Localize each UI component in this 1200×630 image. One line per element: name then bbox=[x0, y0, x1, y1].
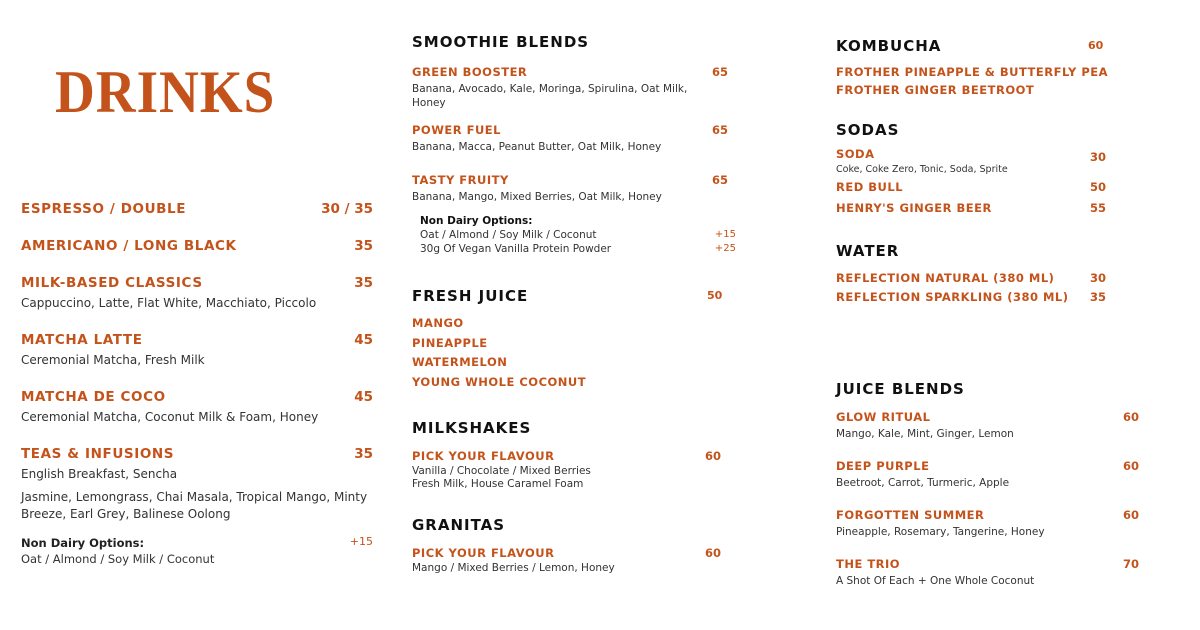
item-name: POWER FUEL bbox=[412, 123, 501, 137]
item-price: 65 bbox=[712, 123, 729, 137]
item-price: 55 bbox=[1090, 201, 1107, 215]
item-name: ESPRESSO / DOUBLE bbox=[21, 201, 187, 217]
item-price: 60 bbox=[705, 546, 722, 560]
item-name: GREEN BOOSTER bbox=[412, 65, 528, 79]
protein-line bbox=[420, 242, 736, 256]
middle-column bbox=[412, 32, 736, 575]
section-price: 60 bbox=[1088, 39, 1104, 52]
item-price: 45 bbox=[354, 332, 373, 348]
item-price: 45 bbox=[354, 389, 373, 405]
item-price: 65 bbox=[712, 173, 729, 187]
list-item: FROTHER GINGER BEETROOT bbox=[836, 83, 1035, 97]
protein-text: 30g Of Vegan Vanilla Protein Powder bbox=[420, 243, 612, 255]
heading-text: KOMBUCHA bbox=[836, 37, 942, 55]
item-description: Vanilla / Chocolate / Mixed Berries bbox=[412, 465, 591, 477]
item-description: Ceremonial Matcha, Fresh Milk bbox=[21, 353, 205, 367]
list-item: WATERMELON bbox=[412, 355, 508, 369]
non-dairy-label: Non Dairy Options: bbox=[420, 215, 533, 227]
list-item: FROTHER PINEAPPLE & BUTTERFLY PEA bbox=[836, 65, 1109, 79]
item-price: 60 bbox=[705, 449, 722, 463]
item-name: REFLECTION NATURAL (380 ML) bbox=[836, 271, 1055, 285]
item-name: RED BULL bbox=[836, 180, 904, 194]
heading-text: GRANITAS bbox=[412, 516, 506, 534]
juice-blends-list bbox=[836, 409, 1142, 588]
item-name: HENRY'S GINGER BEER bbox=[836, 201, 992, 215]
menu-item-power-fuel bbox=[412, 122, 730, 154]
fresh-juice-list bbox=[412, 314, 730, 392]
menu-item-water-sparkling bbox=[836, 288, 1142, 307]
section-heading-granitas bbox=[412, 515, 730, 535]
menu-item-teas bbox=[21, 445, 373, 523]
menu-item-matcha-latte bbox=[21, 331, 373, 369]
menu-item-granita bbox=[412, 545, 730, 575]
item-price: 70 bbox=[1123, 557, 1140, 571]
item-name: GLOW RITUAL bbox=[836, 410, 931, 424]
item-name: DEEP PURPLE bbox=[836, 459, 930, 473]
menu-item-red-bull bbox=[836, 178, 1142, 197]
kombucha-list bbox=[836, 63, 1142, 99]
item-price: 35 bbox=[354, 275, 373, 291]
section-heading-juice-blends bbox=[836, 379, 1142, 399]
non-dairy-text: Oat / Almond / Soy Milk / Coconut bbox=[21, 552, 215, 566]
menu-item-soda bbox=[836, 146, 1142, 177]
section-heading-milkshakes bbox=[412, 418, 730, 438]
item-description: Beetroot, Carrot, Turmeric, Apple bbox=[836, 477, 1010, 489]
non-dairy-price: +15 bbox=[714, 229, 736, 240]
item-price: 50 bbox=[1090, 180, 1107, 194]
menu-item-ginger-beer bbox=[836, 199, 1142, 218]
heading-text: WATER bbox=[836, 242, 900, 260]
menu-item-milkshake bbox=[412, 448, 730, 491]
item-price: 35 bbox=[354, 446, 373, 462]
right-column bbox=[836, 36, 1142, 588]
sodas-list bbox=[836, 146, 1142, 218]
protein-price: +25 bbox=[714, 243, 736, 254]
item-price: 35 bbox=[354, 238, 373, 254]
heading-text: SODAS bbox=[836, 121, 900, 139]
item-description: Coke, Coke Zero, Tonic, Soda, Sprite bbox=[836, 164, 1008, 175]
menu-item-glow-ritual bbox=[836, 409, 1142, 441]
item-description-extra: Fresh Milk, House Caramel Foam bbox=[412, 478, 584, 490]
list-item: MANGO bbox=[412, 316, 464, 330]
item-price: 60 bbox=[1123, 459, 1140, 473]
smoothie-non-dairy-options bbox=[420, 214, 736, 256]
item-name: PICK YOUR FLAVOUR bbox=[412, 449, 555, 463]
non-dairy-text: Oat / Almond / Soy Milk / Coconut bbox=[420, 229, 597, 241]
menu-item-the-trio bbox=[836, 556, 1142, 588]
item-name: SODA bbox=[836, 147, 875, 161]
non-dairy-line bbox=[420, 228, 736, 242]
coffee-tea-column bbox=[21, 200, 373, 567]
menu-item-matcha-de-coco bbox=[21, 388, 373, 426]
item-description-extra: Jasmine, Lemongrass, Chai Masala, Tropical Mango, Minty Breeze, Earl Grey, Balinese Oolong bbox=[21, 490, 368, 521]
menu-item-green-booster bbox=[412, 64, 730, 110]
heading-text: JUICE BLENDS bbox=[836, 380, 965, 398]
item-description: Mango / Mixed Berries / Lemon, Honey bbox=[412, 562, 615, 574]
non-dairy-price: +15 bbox=[349, 535, 373, 548]
menu-item-espresso bbox=[21, 200, 373, 218]
item-description: Mango, Kale, Mint, Ginger, Lemon bbox=[836, 428, 1014, 440]
item-description: Cappuccino, Latte, Flat White, Macchiato, Piccolo bbox=[21, 296, 317, 310]
item-name: PICK YOUR FLAVOUR bbox=[412, 546, 555, 560]
section-heading-smoothie bbox=[412, 32, 730, 52]
section-heading-fresh-juice bbox=[412, 286, 730, 306]
item-price: 60 bbox=[1123, 410, 1140, 424]
item-name: AMERICANO / LONG BLACK bbox=[21, 238, 237, 254]
item-name: MATCHA DE COCO bbox=[21, 389, 166, 405]
menu-item-tasty-fruity bbox=[412, 172, 730, 204]
item-price: 30 bbox=[1090, 271, 1107, 285]
menu-item-milk-based bbox=[21, 274, 373, 312]
item-name: FORGOTTEN SUMMER bbox=[836, 508, 985, 522]
menu-item-americano bbox=[21, 237, 373, 255]
water-list bbox=[836, 269, 1142, 307]
item-name: REFLECTION SPARKLING (380 ML) bbox=[836, 290, 1069, 304]
menu-item-water-natural bbox=[836, 269, 1142, 288]
item-name: TEAS & INFUSIONS bbox=[21, 446, 175, 462]
item-description: English Breakfast, Sencha bbox=[21, 467, 178, 481]
section-price: 50 bbox=[707, 289, 723, 302]
heading-text: MILKSHAKES bbox=[412, 419, 532, 437]
item-name: TASTY FRUITY bbox=[412, 173, 509, 187]
smoothie-list bbox=[412, 64, 736, 256]
item-description: Banana, Macca, Peanut Butter, Oat Milk, Honey bbox=[412, 141, 662, 153]
menu-title: DRINKS bbox=[55, 59, 276, 125]
list-item: YOUNG WHOLE COCONUT bbox=[412, 374, 587, 389]
item-description: Ceremonial Matcha, Coconut Milk & Foam, Honey bbox=[21, 410, 319, 424]
item-price: 35 bbox=[1090, 290, 1107, 304]
item-description: A Shot Of Each + One Whole Coconut bbox=[836, 575, 1035, 587]
item-description: Pineapple, Rosemary, Tangerine, Honey bbox=[836, 526, 1045, 538]
menu-item-forgotten-summer bbox=[836, 507, 1142, 539]
item-description: Banana, Mango, Mixed Berries, Oat Milk, Honey bbox=[412, 191, 662, 203]
section-heading-sodas bbox=[836, 120, 1142, 140]
heading-text: SMOOTHIE BLENDS bbox=[412, 33, 590, 51]
item-name: MILK-BASED CLASSICS bbox=[21, 275, 203, 291]
non-dairy-options bbox=[21, 535, 373, 567]
item-price: 30 / 35 bbox=[321, 201, 373, 217]
item-price: 30 bbox=[1090, 150, 1107, 164]
item-price: 65 bbox=[712, 65, 729, 79]
section-heading-water bbox=[836, 241, 1142, 261]
item-price: 60 bbox=[1123, 508, 1140, 522]
list-item: PINEAPPLE bbox=[412, 335, 488, 350]
non-dairy-label: Non Dairy Options: bbox=[21, 536, 145, 550]
item-name: THE TRIO bbox=[836, 557, 901, 571]
item-name: MATCHA LATTE bbox=[21, 332, 143, 348]
section-heading-kombucha bbox=[836, 36, 1142, 56]
item-description: Banana, Avocado, Kale, Moringa, Spirulina, Oat Milk, Honey bbox=[412, 83, 688, 109]
heading-text: FRESH JUICE bbox=[412, 287, 529, 305]
menu-item-deep-purple bbox=[836, 458, 1142, 490]
